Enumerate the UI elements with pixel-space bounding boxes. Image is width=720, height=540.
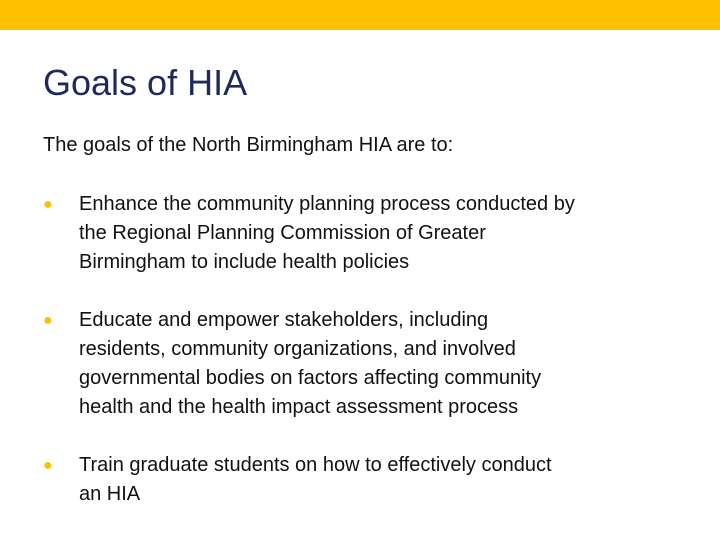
slide-title: Goals of HIA	[43, 62, 248, 103]
list-item	[43, 190, 693, 277]
list-item	[43, 451, 693, 509]
bullet-line: Educate and empower stakeholders, including	[79, 309, 489, 331]
bullet-line: Train graduate students on how to effectively conduct	[79, 454, 552, 476]
goals-list	[43, 190, 693, 509]
bullet-dot-icon: ●	[43, 196, 53, 213]
list-item	[43, 306, 693, 422]
bullet-line: residents, community organizations, and involved	[79, 338, 516, 360]
bullet-line: Birmingham to include health policies	[79, 251, 410, 273]
bullet-line: governmental bodies on factors affecting community	[79, 367, 542, 389]
bullet-dot-icon: ●	[43, 312, 53, 329]
bullet-line: health and the health impact assessment process	[79, 396, 519, 418]
bullet-line: the Regional Planning Commission of Greater	[79, 222, 486, 244]
bullet-line: an HIA	[79, 483, 141, 505]
bullet-line: Enhance the community planning process conducted by	[79, 193, 575, 215]
bullet-dot-icon: ●	[43, 457, 53, 474]
top-accent-bar	[0, 0, 720, 30]
intro-text: The goals of the North Birmingham HIA are to:	[43, 134, 454, 156]
